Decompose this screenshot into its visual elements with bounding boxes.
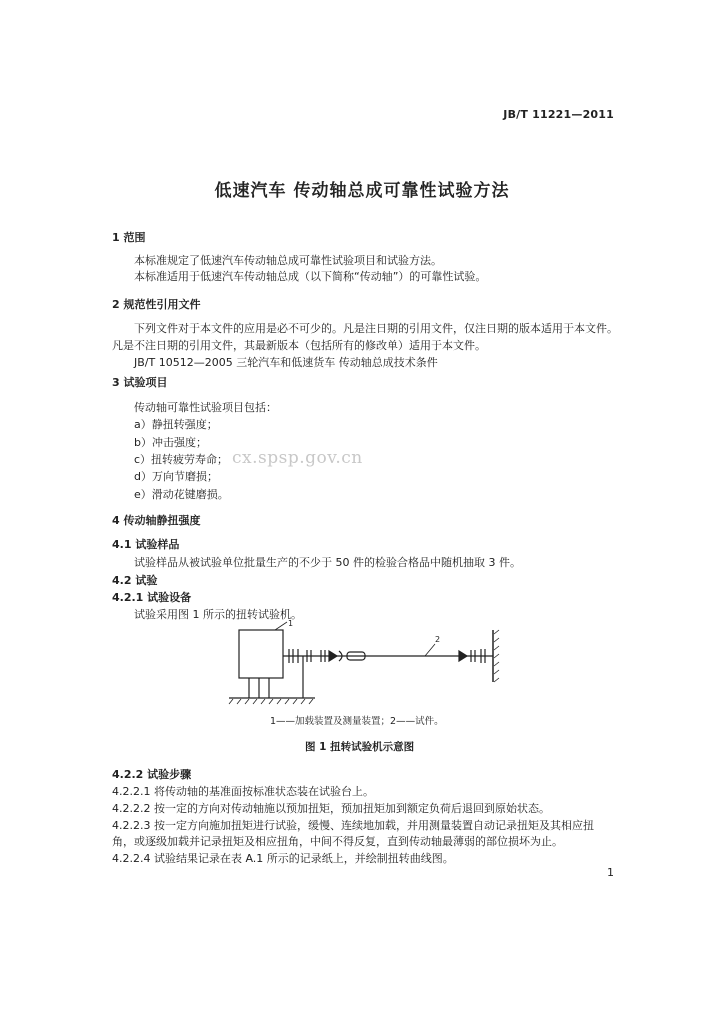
section-4-2-2-2: 4.2.2.2 按一定的方向对传动轴施以预加扭矩，预加扭矩加到额定负荷后退回到原始状态。 xyxy=(112,802,550,815)
section-1-para-2: 本标准适用于低速汽车传动轴总成（以下简称“传动轴”）的可靠性试验。 xyxy=(134,270,487,283)
section-4-heading: 4 传动轴静扭强度 xyxy=(112,514,201,527)
section-4-2-1-text: 试验采用图 1 所示的扭转试验机。 xyxy=(134,608,302,621)
section-3-item-d: d）万向节磨损； xyxy=(134,470,218,483)
fig-label-2: 2 xyxy=(435,635,441,644)
section-4-2-2-3-line-2: 角，或逐级加载并记录扭矩及相应扭角，中间不得反复，直到传动轴最薄弱的部位损坏为止。 xyxy=(112,835,563,848)
document-title: 低速汽车 传动轴总成可靠性试验方法 xyxy=(214,181,510,201)
section-1-heading: 1 范围 xyxy=(112,231,146,244)
section-3-item-b: b）冲击强度； xyxy=(134,436,207,449)
section-4-2-2-1: 4.2.2.1 将传动轴的基准面按标准状态装在试验台上。 xyxy=(112,785,374,798)
section-4-2-2-heading: 4.2.2 试验步骤 xyxy=(112,768,192,781)
section-4-2-2-4: 4.2.2.4 试验结果记录在表 A.1 所示的记录纸上，并绘制扭转曲线图。 xyxy=(112,852,454,865)
section-1-para-1: 本标准规定了低速汽车传动轴总成可靠性试验项目和试验方法。 xyxy=(134,254,442,267)
figure-title: 图 1 扭转试验机示意图 xyxy=(305,741,415,753)
section-3-item-a: a）静扭转强度； xyxy=(134,418,218,431)
fig-label-1: 1 xyxy=(288,620,294,628)
section-4-2-1-heading: 4.2.1 试验设备 xyxy=(112,591,192,604)
section-4-1-heading: 4.1 试验样品 xyxy=(112,538,180,551)
section-4-2-2-3-line-1: 4.2.2.3 按一定方向施加扭矩进行试验，缓慢、连续地加载，并用测量装置自动记录扭矩及其相应扭 xyxy=(112,819,594,832)
loading-device-box xyxy=(239,630,283,678)
section-2-para-2: 凡是不注日期的引用文件，其最新版本（包括所有的修改单）适用于本文件。 xyxy=(112,339,486,352)
section-3-intro: 传动轴可靠性试验项目包括： xyxy=(134,401,277,414)
section-2-para-1: 下列文件对于本文件的应用是必不可少的。凡是注日期的引用文件，仅注日期的版本适用于本文件。 xyxy=(134,322,618,335)
figure-caption: 1——加载装置及测量装置；2——试件。 xyxy=(270,716,444,727)
section-4-2-heading: 4.2 试验 xyxy=(112,574,158,587)
section-3-item-c: c）扭转疲劳寿命； xyxy=(134,453,229,466)
section-2-reference: JB/T 10512—2005 三轮汽车和低速货车 传动轴总成技术条件 xyxy=(134,356,438,369)
section-3-item-e: e）滑动花键磨损。 xyxy=(134,488,229,501)
section-3-heading: 3 试验项目 xyxy=(112,376,168,389)
torsion-tester-diagram xyxy=(225,620,515,705)
page-number: 1 xyxy=(607,866,614,879)
watermark: cx.spsp.gov.cn xyxy=(232,448,363,468)
section-2-heading: 2 规范性引用文件 xyxy=(112,298,201,311)
standard-number: JB/T 11221—2011 xyxy=(503,108,614,121)
section-4-1-text: 试验样品从被试验单位批量生产的不少于 50 件的检验合格品中随机抽取 3 件。 xyxy=(134,556,521,569)
